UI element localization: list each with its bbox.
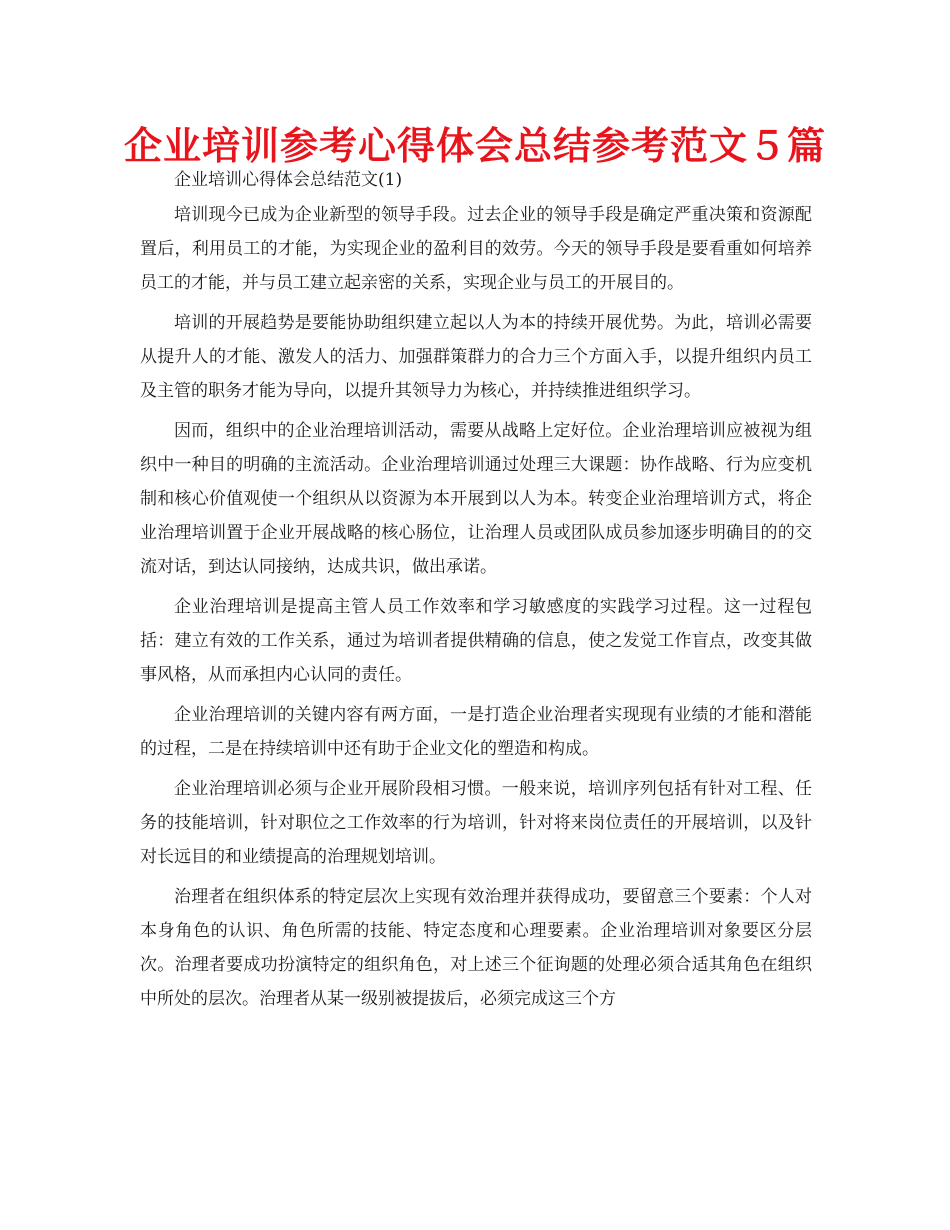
paragraph: 企业治理培训的关键内容有两方面，一是打造企业治理者实现现有业绩的才能和潜能的过程，二是在持续培训中还有助于企业文化的塑造和构成。 <box>140 705 812 759</box>
paragraph: 培训现今已成为企业新型的领导手段。过去企业的领导手段是确定严重决策和资源配置后，利用员工的才能，为实现企业的盈利目的效劳。今天的领导手段是要看重如何培养员工的才能，并与员工建立起亲密的关系，实现企业与员工的开展目的。 <box>140 205 812 293</box>
document-title: 企业培训参考心得体会总结参考范文５篇 <box>123 124 826 168</box>
document-body <box>140 166 812 1022</box>
paragraph: 企业治理培训是提高主管人员工作效率和学习敏感度的实践学习过程。这一过程包括：建立有效的工作关系，通过为培训者提供精确的信息，使之发觉工作盲点，改变其做事风格，从而承担内心认同的责任。 <box>140 597 812 685</box>
paragraph: 因而，组织中的企业治理培训活动，需要从战略上定好位。企业治理培训应被视为组织中一种目的明确的主流活动。企业治理培训通过处理三大课题：协作战略、行为应变机制和核心价值观使一个组织从以资源为本开展到以人为本。转变企业治理培训方式，将企业治理培训置于企业开展战略的核心肠位，让治理人员或团队成员参加逐步明确目的的交流对话，到达认同接纳，达成共识，做出承诺。 <box>140 421 812 577</box>
paragraph: 治理者在组织体系的特定层次上实现有效治理并获得成功，要留意三个要素：个人对本身角色的认识、角色所需的技能、特定态度和心理要素。企业治理培训对象要区分层次。治理者要成功扮演特定的组织角色，对上述三个征询题的处理必须合适其角色在组织中所处的层次。治理者从某一级别被提拔后，必须完成这三个方 <box>140 887 812 1009</box>
paragraph: 培训的开展趋势是要能协助组织建立起以人为本的持续开展优势。为此，培训必需要从提升人的才能、激发人的活力、加强群策群力的合力三个方面入手，以提升组织内员工及主管的职务才能为导向，以提升其领导力为核心，并持续推进组织学习。 <box>140 313 812 401</box>
section-subtitle: 企业培训心得体会总结范文(1) <box>174 170 403 190</box>
paragraph: 企业治理培训必须与企业开展阶段相习惯。一般来说，培训序列包括有针对工程、任务的技能培训，针对职位之工作效率的行为培训，针对将来岗位责任的开展培训，以及针对长远目的和业绩提高的治理规划培训。 <box>140 779 812 867</box>
